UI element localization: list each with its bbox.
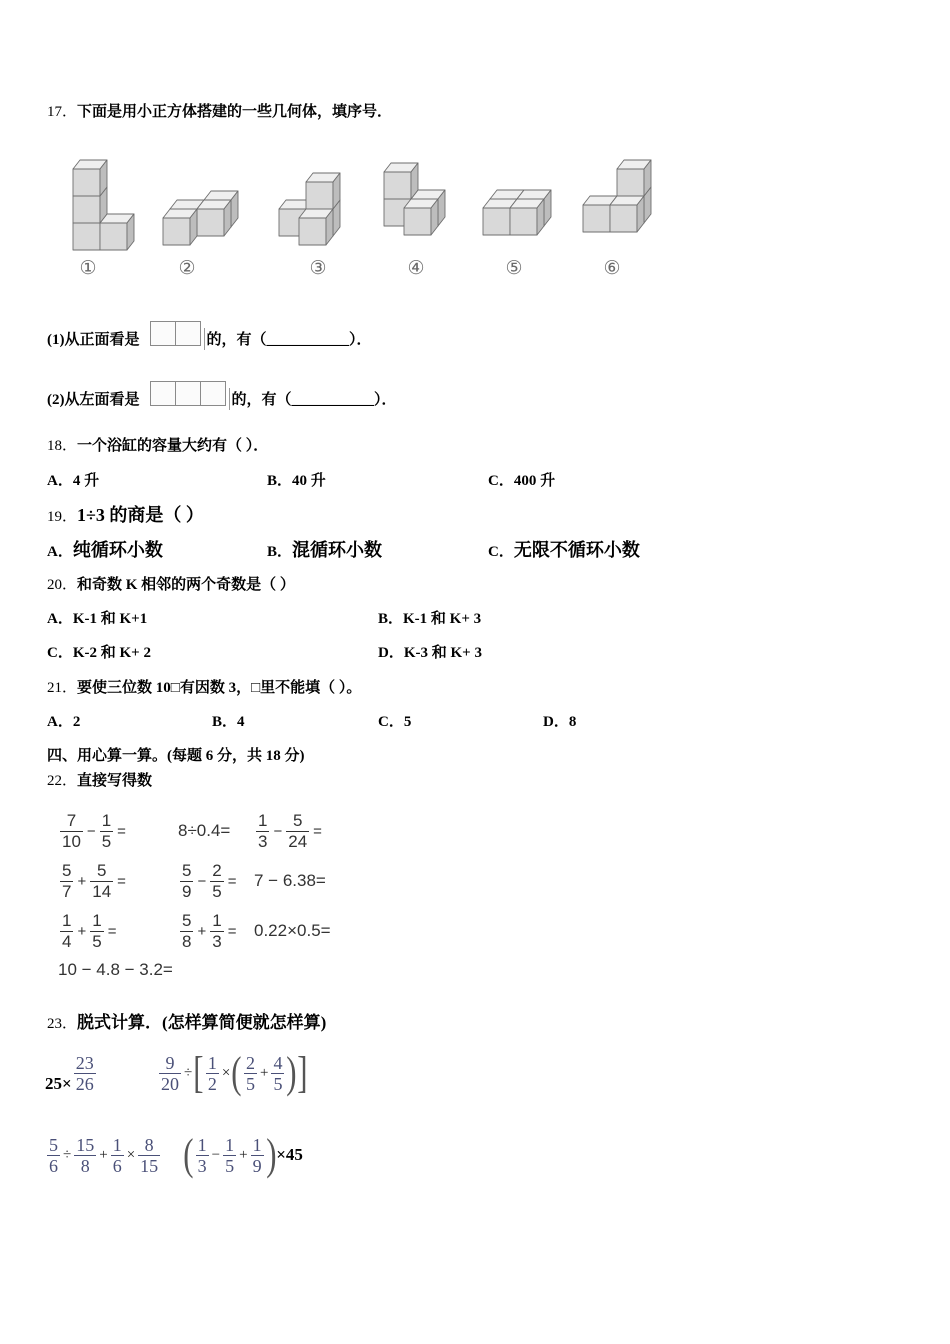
- q20-option-a: [47, 609, 147, 629]
- bracket: (: [183, 1130, 194, 1179]
- question-number: 23．: [47, 1016, 78, 1032]
- operator: =: [227, 922, 237, 940]
- numerator: 1: [62, 910, 72, 930]
- denominator: 5: [246, 1073, 256, 1094]
- fraction: [251, 1135, 264, 1176]
- option-text: 8: [568, 714, 577, 730]
- left-view-diagram: [150, 381, 230, 406]
- cube-front-face: [384, 172, 411, 199]
- fraction: [196, 1135, 209, 1176]
- option-text: 混循环小数: [292, 540, 383, 560]
- calc-row: [58, 859, 418, 903]
- numerator: 2: [246, 1052, 256, 1073]
- view-square: [175, 381, 201, 406]
- unit-cube: [610, 196, 644, 232]
- denominator: 5: [212, 881, 222, 901]
- bracket: [: [193, 1048, 204, 1097]
- fraction: [47, 1135, 60, 1176]
- option-label: A．: [47, 544, 73, 560]
- fraction: [256, 811, 269, 852]
- numerator: 2: [212, 860, 222, 880]
- calc-expression: [58, 948, 173, 992]
- operator: +: [77, 872, 87, 890]
- denominator: 3: [258, 831, 268, 851]
- expression-text: ×45: [276, 1145, 303, 1164]
- operator: ÷: [184, 1064, 193, 1081]
- fraction: [60, 861, 73, 902]
- numerator: 1: [212, 910, 222, 930]
- question-text: 要使三位数 10□有因数 3，□里不能填（ ）。: [77, 680, 362, 696]
- question-text: 直接写得数: [77, 773, 153, 789]
- fraction: [60, 811, 83, 852]
- option-text: K-1 和 K+1: [72, 611, 148, 627]
- option-text: 40 升: [292, 473, 326, 489]
- denominator: 4: [62, 931, 72, 951]
- fraction: [180, 861, 193, 902]
- calc-expression: [45, 1130, 162, 1180]
- expression-text: 10 − 4.8 − 3.2=: [58, 960, 173, 979]
- calc-expression: [45, 1048, 98, 1098]
- figure-label-5: ⑤: [505, 257, 523, 279]
- cube-front-face: [299, 218, 326, 245]
- question-number: 20．: [47, 577, 78, 593]
- q17-part2: [47, 380, 397, 410]
- fraction: [286, 811, 309, 852]
- option-text: 2: [72, 714, 81, 730]
- figure-label-2: ②: [178, 257, 196, 279]
- calc-expression: [178, 809, 230, 853]
- question-text: 下面是用小正方体搭建的一些几何体，填序号．: [77, 104, 393, 120]
- cube-figure-1: [73, 160, 134, 250]
- unit-cube: [299, 209, 333, 245]
- option-text: K-1 和 K+ 3: [403, 611, 482, 627]
- part2-suffix: 的，有（___________）．: [231, 392, 397, 408]
- q21-stem: [47, 678, 361, 698]
- numerator: 1: [92, 910, 102, 930]
- cube-front-face: [404, 208, 431, 235]
- denominator: 8: [182, 931, 192, 951]
- denominator: 14: [92, 881, 112, 901]
- calc-row: [45, 1048, 405, 1098]
- operator: +: [77, 922, 87, 940]
- denominator: 6: [49, 1155, 58, 1176]
- fraction: [60, 911, 73, 952]
- denominator: 5: [92, 931, 102, 951]
- expression-text: 7 − 6.38=: [254, 871, 326, 890]
- denominator: 5: [225, 1155, 235, 1176]
- operator: −: [197, 872, 207, 890]
- calc-expression: [178, 909, 238, 953]
- q18-option-a: [47, 471, 99, 491]
- denominator: 5: [273, 1073, 283, 1094]
- calc-row: [58, 948, 418, 992]
- numerator: 7: [60, 811, 83, 832]
- cube-front-face: [73, 169, 100, 196]
- option-label: B．: [267, 544, 293, 560]
- fraction: [111, 1135, 124, 1176]
- view-square: [200, 381, 226, 406]
- numerator: 1: [197, 1134, 207, 1155]
- operator: +: [260, 1064, 269, 1081]
- denominator: 26: [75, 1074, 94, 1094]
- option-label: B．: [212, 714, 238, 730]
- cube-front-face: [197, 209, 224, 236]
- q22-calculations: [58, 809, 418, 999]
- fraction: [180, 911, 193, 952]
- q20-stem: [47, 575, 295, 595]
- q18-stem: [47, 436, 268, 456]
- denominator: 24: [288, 831, 308, 851]
- denominator: 20: [161, 1073, 179, 1094]
- unit-cube: [73, 160, 107, 196]
- denominator: 7: [62, 881, 72, 901]
- bracket: ]: [297, 1048, 308, 1097]
- question-number: 18．: [47, 438, 78, 454]
- q17-part1: [47, 320, 372, 350]
- option-text: K-2 和 K+ 2: [72, 645, 151, 661]
- section-4-title: 四、用心算一算。(每题 6 分，共 18 分): [47, 748, 305, 764]
- part1-suffix: 的，有（___________）．: [206, 332, 372, 348]
- option-label: C．: [488, 544, 514, 560]
- q23-stem: [47, 1011, 326, 1036]
- cube-front-face: [163, 218, 190, 245]
- calc-expression: [58, 909, 118, 953]
- question-text: 脱式计算．(怎样算简便就怎样算): [77, 1013, 327, 1032]
- numerator: 1: [252, 1134, 262, 1155]
- q18-option-b: [267, 471, 326, 491]
- numerator: 5: [286, 811, 309, 832]
- figure-label-6: ⑥: [603, 257, 621, 279]
- option-text: 4: [237, 714, 245, 730]
- option-text: 5: [403, 714, 412, 730]
- unit-cube: [306, 173, 340, 209]
- question-text: 一个浴缸的容量大约有（ ）．: [77, 438, 269, 454]
- option-text: 无限不循环小数: [513, 540, 640, 560]
- numerator: 1: [225, 1134, 235, 1155]
- option-label: A．: [47, 611, 73, 627]
- fraction: [90, 911, 103, 952]
- bracket: ): [286, 1048, 297, 1097]
- cube-figures: [40, 140, 680, 290]
- denominator: 9: [182, 881, 192, 901]
- cube-front-face: [583, 205, 610, 232]
- cube-figures-drawing: [40, 140, 680, 260]
- fraction: [210, 911, 223, 952]
- expression-text: 25×: [45, 1074, 72, 1093]
- option-label: C．: [378, 714, 404, 730]
- calc-expression: [254, 809, 324, 853]
- fraction: [74, 1053, 96, 1094]
- numerator: 5: [90, 861, 113, 882]
- option-text: K-3 和 K+ 3: [403, 645, 482, 661]
- bracket: (: [231, 1048, 242, 1097]
- figure-label-1: ①: [79, 257, 97, 279]
- q23-calculations: [45, 1048, 405, 1188]
- calc-expression: [254, 859, 326, 903]
- fraction: [138, 1135, 160, 1176]
- fraction: [271, 1053, 284, 1094]
- q21-option-c: [378, 712, 411, 732]
- cube-front-face: [483, 208, 510, 235]
- cube-figure-6: [583, 160, 651, 232]
- q19-option-c: [488, 538, 640, 564]
- view-edge-line: [229, 388, 230, 410]
- denominator: 6: [112, 1155, 122, 1176]
- cube-front-face: [73, 196, 100, 223]
- option-label: C．: [47, 645, 73, 661]
- option-text: 纯循环小数: [72, 540, 163, 560]
- cube-figure-2: [163, 191, 238, 245]
- operator: +: [99, 1146, 108, 1163]
- q19-option-b: [267, 538, 382, 564]
- numerator: 9: [159, 1053, 181, 1074]
- cube-front-face: [73, 223, 100, 250]
- numerator: 4: [273, 1052, 283, 1073]
- operator: =: [227, 872, 237, 890]
- option-label: D．: [543, 714, 569, 730]
- calc-expression: [58, 809, 128, 853]
- front-view-diagram: [150, 321, 205, 346]
- denominator: 3: [197, 1155, 207, 1176]
- numerator: 1: [101, 810, 112, 830]
- q21-option-d: [543, 712, 576, 732]
- figure-label-3: ③: [309, 257, 327, 279]
- denominator: 9: [252, 1155, 262, 1176]
- q19-option-a: [47, 538, 163, 564]
- numerator: 15: [76, 1134, 95, 1155]
- question-number: 19．: [47, 509, 78, 525]
- unit-cube: [163, 209, 197, 245]
- expression-text: 0.22×0.5=: [254, 921, 331, 940]
- bracket: ): [265, 1130, 277, 1179]
- q20-option-c: [47, 643, 151, 663]
- denominator: 8: [80, 1155, 90, 1176]
- unit-cube: [404, 199, 438, 235]
- q19-stem: [47, 503, 204, 529]
- unit-cube: [510, 199, 544, 235]
- operator: +: [197, 922, 207, 940]
- cube-figure-3: [279, 173, 340, 245]
- operator: ÷: [63, 1146, 72, 1163]
- calc-expression: [178, 859, 238, 903]
- unit-cube: [100, 214, 134, 250]
- question-number: 21．: [47, 680, 78, 696]
- unit-cube: [617, 160, 651, 196]
- operator: −: [211, 1146, 221, 1163]
- operator: ×: [126, 1146, 136, 1163]
- operator: −: [273, 822, 283, 840]
- operator: =: [107, 922, 117, 940]
- fraction: [159, 1053, 181, 1094]
- cube-figure-5: [483, 190, 551, 235]
- calc-expression: [157, 1048, 308, 1098]
- denominator: 3: [212, 931, 222, 951]
- numerator: 1: [258, 810, 268, 830]
- option-text: 4 升: [72, 473, 100, 489]
- option-label: A．: [47, 473, 73, 489]
- numerator: 1: [112, 1134, 122, 1155]
- unit-cube: [384, 163, 418, 199]
- fraction: [244, 1053, 257, 1094]
- numerator: 23: [75, 1053, 94, 1073]
- cube-front-face: [610, 205, 637, 232]
- operator: =: [117, 822, 126, 840]
- cube-front-face: [306, 182, 333, 209]
- q21-option-a: [47, 712, 80, 732]
- part1-prefix: (1)从正面看是: [47, 332, 140, 348]
- numerator: 5: [49, 1134, 58, 1155]
- unit-cube: [197, 200, 231, 236]
- q22-stem: [47, 771, 152, 791]
- question-text: 和奇数 K 相邻的两个奇数是（ ）: [77, 577, 295, 593]
- calc-expression: [254, 909, 331, 953]
- calc-row: [58, 809, 418, 853]
- option-text: 400 升: [513, 473, 556, 489]
- denominator: 5: [101, 831, 112, 851]
- cube-front-face: [617, 169, 644, 196]
- option-label: A．: [47, 714, 73, 730]
- option-label: B．: [267, 473, 293, 489]
- question-text: 1÷3 的商是（ ）: [77, 505, 204, 525]
- expression-text: 8÷0.4=: [178, 821, 231, 840]
- operator: −: [86, 822, 96, 840]
- calc-row: [58, 909, 418, 953]
- q20-option-d: [378, 643, 482, 663]
- numerator: 5: [182, 860, 192, 880]
- fraction: [74, 1135, 96, 1176]
- q20-option-b: [378, 609, 481, 629]
- operator: =: [313, 822, 322, 840]
- cube-front-face: [510, 208, 537, 235]
- calc-expression: [58, 859, 128, 903]
- question-number: 17．: [47, 104, 78, 120]
- fraction: [210, 861, 223, 902]
- denominator: 10: [62, 831, 81, 851]
- view-edge-line: [204, 328, 205, 350]
- option-label: C．: [488, 473, 514, 489]
- q21-option-b: [212, 712, 245, 732]
- figure-label-4: ④: [407, 257, 425, 279]
- operator: =: [117, 872, 126, 890]
- cube-figure-4: [384, 163, 445, 235]
- cube-front-face: [100, 223, 127, 250]
- numerator: 1: [207, 1052, 217, 1073]
- fraction: [100, 811, 113, 852]
- denominator: 2: [207, 1073, 217, 1094]
- option-label: D．: [378, 645, 404, 661]
- numerator: 5: [182, 910, 192, 930]
- view-square: [175, 321, 201, 346]
- fraction: [90, 861, 113, 902]
- view-square: [150, 321, 176, 346]
- view-square: [150, 381, 176, 406]
- numerator: 8: [138, 1135, 160, 1156]
- question-number: 22．: [47, 773, 78, 789]
- fraction: [206, 1053, 219, 1094]
- part2-prefix: (2)从左面看是: [47, 392, 140, 408]
- q18-option-c: [488, 471, 555, 491]
- denominator: 15: [140, 1155, 159, 1176]
- operator: +: [239, 1146, 248, 1163]
- option-label: B．: [378, 611, 404, 627]
- numerator: 5: [62, 860, 72, 880]
- fraction: [223, 1135, 236, 1176]
- operator: ×: [221, 1064, 231, 1081]
- calc-row: [45, 1130, 405, 1180]
- q17-stem: [47, 102, 392, 122]
- calc-expression: [183, 1130, 303, 1180]
